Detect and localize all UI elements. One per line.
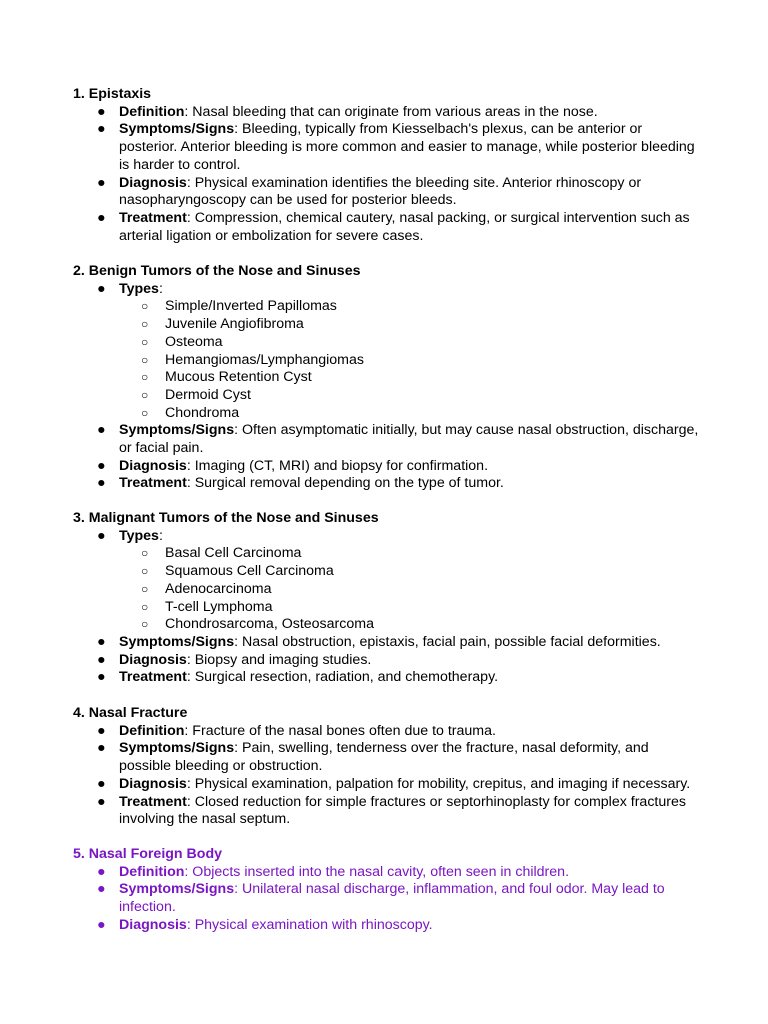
item-text: : Bleeding, typically from Kiesselbach's plexus, can be anterior or posterior. Anterior bleeding is more common and easier to manage, while posterior bleeding is harder to control. [119, 121, 695, 173]
item-text: : Physical examination identifies the bleeding site. Anterior rhinoscopy or nasopharyngoscopy can be used for posterior bleeds. [119, 174, 642, 209]
item-text: : Physical examination with rhinoscopy. [186, 916, 433, 933]
list-item [73, 281, 703, 423]
bullet-icon: ● [97, 121, 106, 138]
sub-item-text: Chondroma [165, 404, 240, 421]
bullet-icon: ● [97, 793, 106, 810]
bullet-list [73, 104, 703, 246]
sub-list-item [119, 316, 703, 334]
item-term: Treatment [119, 793, 187, 810]
item-term: Diagnosis [119, 174, 187, 191]
bullet-icon: ● [97, 863, 106, 880]
list-item [73, 669, 703, 687]
sub-list [119, 545, 703, 634]
item-text: : Imaging (CT, MRI) and biopsy for confirmation. [186, 457, 489, 474]
bullet-icon: ● [97, 527, 106, 544]
item-term: Symptoms/Signs [119, 740, 235, 757]
bullet-icon: ● [97, 103, 106, 120]
bullet-icon: ● [97, 633, 106, 650]
sub-item-text: Juvenile Angiofibroma [165, 316, 304, 333]
sub-item-text: Basal Cell Carcinoma [165, 545, 302, 562]
section-nasal-fracture [73, 705, 703, 829]
bullet-list [73, 723, 703, 829]
list-item [73, 881, 703, 916]
bullet-icon: ● [97, 209, 106, 226]
item-text: : Nasal obstruction, epistaxis, facial pain, possible facial deformities. [234, 633, 661, 650]
section-epistaxis [73, 86, 703, 245]
bullet-icon: ● [97, 916, 106, 933]
sub-list-item [119, 405, 703, 423]
sub-list-item [119, 563, 703, 581]
circle-bullet-icon: ○ [141, 599, 149, 614]
item-term: Types [119, 527, 159, 544]
bullet-list [73, 281, 703, 493]
item-text: : Fracture of the nasal bones often due to trauma. [184, 722, 496, 739]
item-term: Definition [119, 863, 185, 880]
bullet-icon: ● [97, 457, 106, 474]
sub-item-text: Mucous Retention Cyst [165, 369, 312, 386]
bullet-icon: ● [97, 881, 106, 898]
bullet-list [73, 528, 703, 687]
item-term: Diagnosis [119, 916, 187, 933]
section-title: 5. Nasal Foreign Body [73, 846, 223, 862]
sub-list-item [119, 581, 703, 599]
list-item [73, 104, 703, 122]
item-term: Diagnosis [119, 457, 187, 474]
list-item [73, 121, 703, 174]
item-text: : Pain, swelling, tenderness over the fracture, nasal deformity, and possible bleeding or obstruction. [119, 740, 649, 775]
item-text: : Surgical removal depending on the type of tumor. [186, 475, 504, 492]
circle-bullet-icon: ○ [141, 299, 149, 314]
circle-bullet-icon: ○ [141, 352, 149, 367]
sub-item-text: Simple/Inverted Papillomas [165, 298, 337, 315]
sub-item-text: Osteoma [165, 333, 223, 350]
sub-list-item [119, 545, 703, 563]
item-text: : Physical examination, palpation for mobility, crepitus, and imaging if necessary. [186, 775, 691, 792]
item-text: : Often asymptomatic initially, but may cause nasal obstruction, discharge, or facial pain. [119, 422, 699, 457]
bullet-icon: ● [97, 174, 106, 191]
item-term: Diagnosis [119, 775, 187, 792]
section-benign-tumors [73, 263, 703, 493]
list-item [73, 794, 703, 829]
item-term: Treatment [119, 669, 187, 686]
circle-bullet-icon: ○ [141, 317, 149, 332]
list-item [73, 740, 703, 775]
list-item [73, 776, 703, 794]
list-item [73, 458, 703, 476]
sub-list-item [119, 298, 703, 316]
sub-list-item [119, 334, 703, 352]
section-title: 3. Malignant Tumors of the Nose and Sinuses [73, 510, 379, 526]
item-text: : [158, 280, 163, 297]
sub-list [119, 298, 703, 422]
list-item [73, 422, 703, 457]
list-item [73, 475, 703, 493]
sub-list-item [119, 599, 703, 617]
item-term: Definition [119, 103, 185, 120]
section-title: 1. Epistaxis [73, 86, 152, 102]
bullet-icon: ● [97, 422, 106, 439]
sub-item-text: Chondrosarcoma, Osteosarcoma [165, 616, 374, 633]
bullet-icon: ● [97, 775, 106, 792]
list-item [73, 723, 703, 741]
bullet-list [73, 864, 703, 935]
bullet-icon: ● [97, 722, 106, 739]
item-text: : Closed reduction for simple fractures or septorhinoplasty for complex fractures involving the nasal septum. [119, 793, 686, 828]
list-item [73, 634, 703, 652]
item-term: Treatment [119, 475, 187, 492]
item-text: : [158, 527, 163, 544]
section-nasal-foreign-body [73, 846, 703, 935]
item-term: Symptoms/Signs [119, 121, 235, 138]
item-text: : Surgical resection, radiation, and chemotherapy. [186, 669, 499, 686]
section-title: 4. Nasal Fracture [73, 705, 188, 721]
item-term: Types [119, 280, 159, 297]
item-text: : Biopsy and imaging studies. [186, 651, 372, 668]
circle-bullet-icon: ○ [141, 387, 149, 402]
item-term: Diagnosis [119, 651, 187, 668]
circle-bullet-icon: ○ [141, 546, 149, 561]
sub-list-item [119, 387, 703, 405]
list-item [73, 864, 703, 882]
list-item [73, 210, 703, 245]
item-term: Symptoms/Signs [119, 881, 235, 898]
list-item [73, 528, 703, 634]
bullet-icon: ● [97, 651, 106, 668]
item-term: Treatment [119, 209, 187, 226]
sub-list-item [119, 352, 703, 370]
sub-list-item [119, 369, 703, 387]
bullet-icon: ● [97, 740, 106, 757]
section-malignant-tumors [73, 510, 703, 687]
circle-bullet-icon: ○ [141, 617, 149, 632]
sub-item-text: Squamous Cell Carcinoma [165, 563, 334, 580]
item-term: Symptoms/Signs [119, 633, 235, 650]
list-item [73, 652, 703, 670]
item-text: : Unilateral nasal discharge, inflammation, and foul odor. May lead to infection. [119, 881, 665, 916]
item-text: : Objects inserted into the nasal cavity, often seen in children. [184, 863, 570, 880]
sub-item-text: Hemangiomas/Lymphangiomas [165, 351, 364, 368]
item-text: : Compression, chemical cautery, nasal packing, or surgical intervention such as arterial ligation or embolization for severe cases. [119, 209, 690, 244]
circle-bullet-icon: ○ [141, 581, 149, 596]
list-item [73, 175, 703, 210]
circle-bullet-icon: ○ [141, 370, 149, 385]
sub-list-item [119, 616, 703, 634]
list-item [73, 917, 703, 935]
item-term: Symptoms/Signs [119, 422, 235, 439]
item-text: : Nasal bleeding that can originate from various areas in the nose. [184, 103, 598, 120]
bullet-icon: ● [97, 280, 106, 297]
bullet-icon: ● [97, 669, 106, 686]
circle-bullet-icon: ○ [141, 405, 149, 420]
sub-item-text: Adenocarcinoma [165, 580, 272, 597]
bullet-icon: ● [97, 475, 106, 492]
circle-bullet-icon: ○ [141, 564, 149, 579]
sub-item-text: Dermoid Cyst [165, 386, 251, 403]
sub-item-text: T-cell Lymphoma [165, 598, 273, 615]
item-term: Definition [119, 722, 185, 739]
circle-bullet-icon: ○ [141, 334, 149, 349]
section-title: 2. Benign Tumors of the Nose and Sinuses [73, 263, 361, 279]
